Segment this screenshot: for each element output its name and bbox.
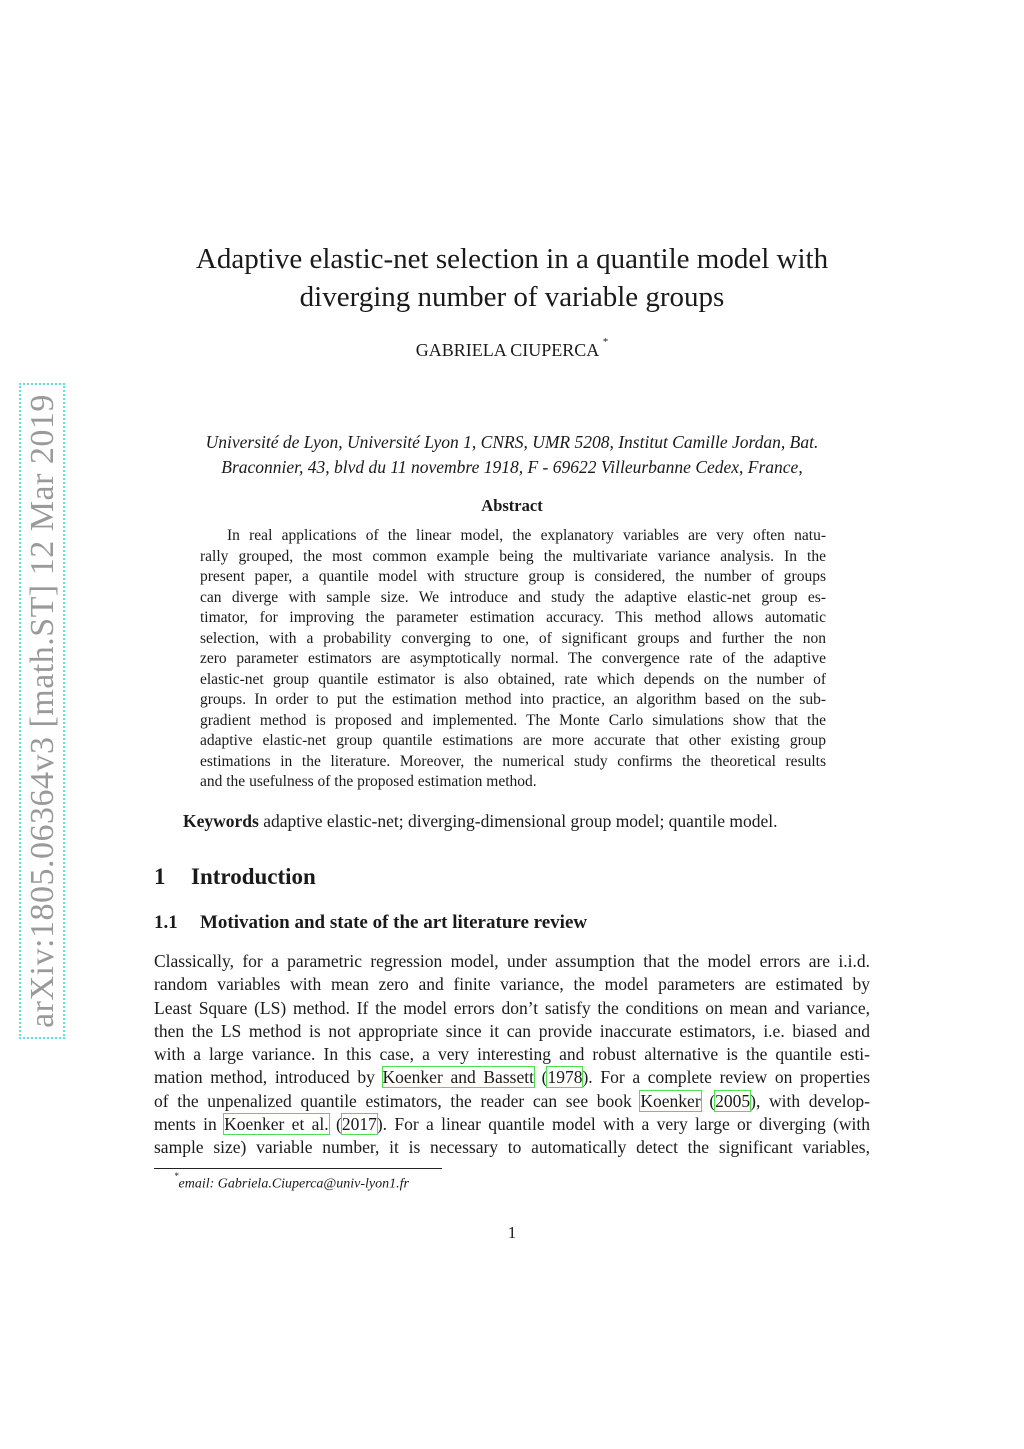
abstract-line: gradient method is proposed and implemented. The Monte Carlo simulations show that the [200, 711, 826, 729]
body-line [154, 1090, 870, 1113]
section-heading [154, 864, 316, 890]
abstract-body [200, 526, 826, 793]
subsection-number: 1.1 [154, 912, 178, 933]
affiliation [150, 430, 874, 480]
abstract-line: selection, with a probability converging to one, of significant groups and further the non [200, 629, 826, 647]
body-line: random variables with mean zero and finite variance, the model parameters are estimated by [154, 974, 870, 995]
abstract-line: In real applications of the linear model, the explanatory variables are very often natu- [227, 527, 826, 544]
text-run: of the unpenalized quantile estimators, the reader can see book [154, 1090, 641, 1111]
abstract-line: zero parameter estimators are asymptotically normal. The convergence rate of the adaptive [200, 650, 826, 667]
abstract-line: elastic-net group quantile estimator is also obtained, rate which depends on the number of [200, 670, 826, 688]
intro-paragraph [154, 950, 870, 1160]
keywords-text: adaptive elastic-net; diverging-dimensional group model; quantile model. [258, 811, 778, 831]
author-name: GABRIELA CIUPERCA [415, 340, 599, 360]
abstract-heading: Abstract [481, 496, 543, 515]
body-line [154, 1113, 870, 1136]
text-run: ( [700, 1090, 716, 1111]
abstract-line: can diverge with sample size. We introduce and study the adaptive elastic-net group es- [200, 588, 826, 606]
paper-title [150, 240, 874, 316]
text-run: ments in [154, 1114, 225, 1135]
abstract-line: estimations in the literature. Moreover, the numerical study confirms the theoretical results [200, 752, 826, 770]
keywords-label: Keywords [183, 811, 259, 831]
abstract-line: present paper, a quantile model with structure group is considered, the number of groups [200, 568, 826, 585]
text-run: ), with develop- [750, 1090, 870, 1111]
author [150, 336, 874, 361]
body-line: Classically, for a parametric regression model, under assumption that the model errors are i.i.d. [154, 951, 870, 971]
subsection-title: Motivation and state of the art literature review [200, 912, 588, 933]
text-run: ). For a complete review on properties [582, 1067, 871, 1088]
page-number: 1 [507, 1223, 517, 1242]
arxiv-identifier[interactable]: arXiv:1805.06364v3 [math.ST] 12 Mar 2019 [24, 394, 61, 1028]
footnote-text: email: Gabriela.Ciuperca@univ-lyon1.fr [178, 1176, 409, 1192]
text-run: mation method, introduced by [154, 1067, 383, 1088]
affiliation-line-2: Braconnier, 43, blvd du 11 novembre 1918, F - 69622 Villeurbanne Cedex, France, [221, 457, 803, 477]
subsection-heading [154, 912, 587, 934]
footnote-rule [154, 1168, 442, 1169]
body-line: Least Square (LS) method. If the model errors don’t satisfy the conditions on mean and variance, [154, 997, 870, 1018]
affiliation-line-1: Université de Lyon, Université Lyon 1, CNRS, UMR 5208, Institut Camille Jordan, Bat. [205, 432, 819, 452]
citation-year-link[interactable]: 2005 [715, 1090, 751, 1111]
text-run: ). For a linear quantile model with a very large or diverging (with [376, 1114, 870, 1135]
citation-link[interactable]: Koenker [640, 1090, 701, 1111]
body-line [154, 1066, 870, 1089]
keywords [183, 811, 843, 832]
title-line-2: diverging number of variable groups [299, 281, 725, 313]
abstract-line: timator, for improving the parameter estimation accuracy. This method allows automatic [200, 609, 826, 626]
citation-year-link[interactable]: 1978 [547, 1067, 583, 1088]
author-footnote-mark[interactable]: * [602, 336, 609, 348]
citation-link[interactable]: Koenker and Bassett [382, 1067, 534, 1088]
body-line: with a large variance. In this case, a very interesting and robust alternative is the quantile esti- [154, 1044, 870, 1065]
citation-year-link[interactable]: 2017 [341, 1114, 377, 1135]
abstract-line: rally grouped, the most common example being the multivariate variance analysis. In the [200, 547, 826, 565]
abstract-line: and the usefulness of the proposed estimation method. [200, 773, 537, 790]
body-line: then the LS method is not appropriate since it can provide inaccurate estimators, i.e. biased and [154, 1020, 870, 1041]
text-run: ( [533, 1067, 548, 1088]
abstract-line: adaptive elastic-net group quantile estimations are more accurate that other existing group [200, 732, 826, 749]
title-line-1: Adaptive elastic-net selection in a quantile model with [195, 243, 829, 275]
abstract-line: groups. In order to put the estimation method into practice, an algorithm based on the sub- [200, 691, 826, 708]
section-title: Introduction [191, 864, 316, 889]
body-line: sample size) variable number, it is necessary to automatically detect the significant variables, [154, 1137, 870, 1158]
footnote [174, 1171, 409, 1193]
footnote-mark: * [174, 1171, 179, 1181]
section-number: 1 [154, 864, 166, 889]
text-run: ( [328, 1114, 342, 1135]
citation-link[interactable]: Koenker et al. [224, 1114, 329, 1135]
